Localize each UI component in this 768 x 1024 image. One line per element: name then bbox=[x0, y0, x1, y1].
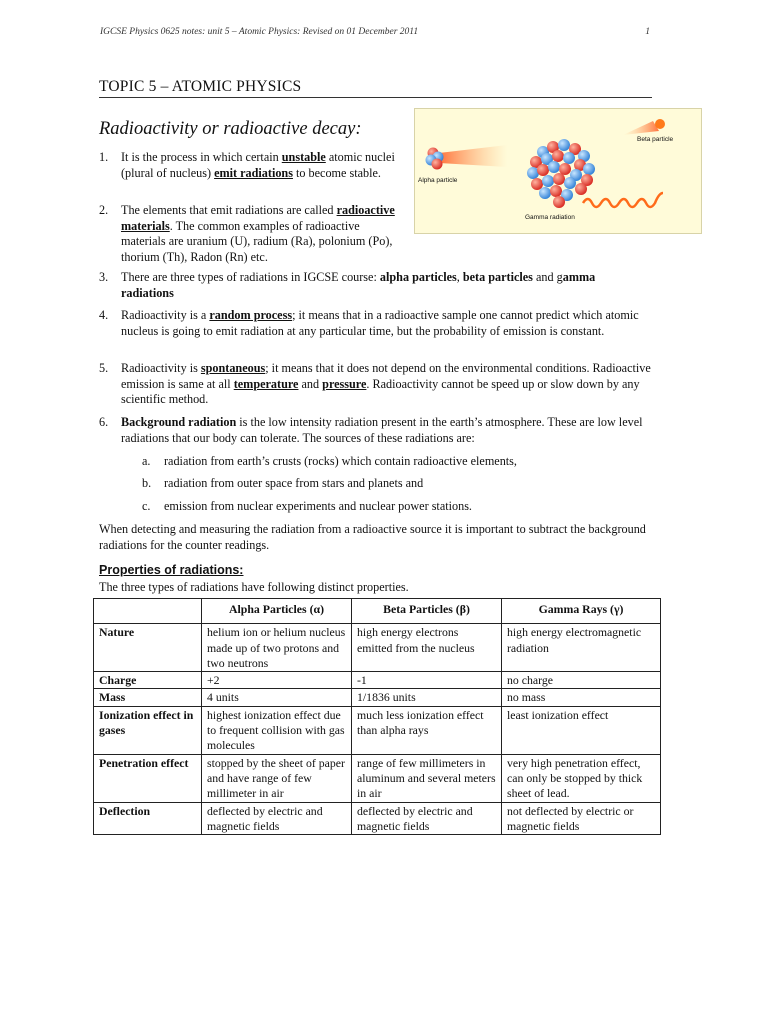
page-header bbox=[100, 27, 650, 37]
table-row bbox=[94, 706, 661, 754]
radioactive-decay-figure bbox=[414, 108, 702, 234]
figure-label-gamma: Gamma radiation bbox=[525, 214, 575, 221]
table-row bbox=[94, 689, 661, 706]
cell-gamma: very high penetration effect, can only be stopped by thick sheet of lead. bbox=[502, 754, 661, 802]
table-row bbox=[94, 672, 661, 689]
list-number: 4. bbox=[99, 308, 109, 322]
beta-trail bbox=[623, 121, 659, 135]
cell-gamma: no mass bbox=[502, 689, 661, 706]
row-label: Deflection bbox=[94, 802, 202, 835]
cell-alpha: stopped by the sheet of paper and have range of few millimeter in air bbox=[202, 754, 352, 802]
table-row bbox=[94, 624, 661, 672]
list-text: The elements that emit radiations are called radioactive materials. The common examples of radioactive materials are uranium (U), radium (Ra), polonium (Po), thorium (Th), Radon (Rn) etc. bbox=[121, 203, 395, 264]
gamma-wave bbox=[583, 193, 663, 207]
list-number: 1. bbox=[99, 150, 109, 164]
list-text: There are three types of radiations in IGCSE course: alpha particles, beta particles and gamma radiations bbox=[121, 270, 596, 300]
list-text: Radioactivity is a random process; it means that in a radioactive sample one cannot predict which atomic nucleus is going to emit radiation at any particular time, but the probability of emission is constant. bbox=[121, 308, 639, 338]
header-title: IGCSE Physics 0625 notes: unit 5 – Atomic Physics: Revised on 01 December 2011 bbox=[100, 27, 419, 37]
list-number: 6. bbox=[99, 415, 109, 429]
cell-gamma: high energy electromagnetic radiation bbox=[502, 624, 661, 672]
decay-illustration bbox=[415, 109, 701, 233]
title-divider bbox=[99, 97, 652, 98]
header-gamma: Gamma Rays (γ) bbox=[502, 599, 661, 624]
table-header-row bbox=[94, 599, 661, 624]
cell-gamma: no charge bbox=[502, 672, 661, 689]
section-subtitle: Radioactivity or radioactive decay: bbox=[99, 119, 362, 139]
properties-intro: The three types of radiations have following distinct properties. bbox=[99, 580, 409, 594]
cell-beta: high energy electrons emitted from the nucleus bbox=[352, 624, 502, 672]
cell-alpha: +2 bbox=[202, 672, 352, 689]
figure-label-beta: Beta particle bbox=[637, 136, 674, 143]
row-label: Mass bbox=[94, 689, 202, 706]
alpha-particle bbox=[426, 148, 444, 170]
table-row bbox=[94, 802, 661, 835]
cell-beta: -1 bbox=[352, 672, 502, 689]
row-label: Ionization effect in gases bbox=[94, 706, 202, 754]
header-empty bbox=[94, 599, 202, 624]
list-text: It is the process in which certain unstable atomic nuclei (plural of nucleus) emit radiations to become stable. bbox=[121, 150, 395, 180]
list-number: 5. bbox=[99, 361, 109, 375]
row-label: Penetration effect bbox=[94, 754, 202, 802]
beta-particle bbox=[655, 119, 665, 129]
alpha-trail bbox=[439, 145, 507, 167]
cell-beta: range of few millimeters in aluminum and several meters in air bbox=[352, 754, 502, 802]
cell-gamma: least ionization effect bbox=[502, 706, 661, 754]
cell-alpha: helium ion or helium nucleus made up of two protons and two neutrons bbox=[202, 624, 352, 672]
list-number: 2. bbox=[99, 203, 109, 217]
properties-heading: Properties of radiations: bbox=[99, 563, 244, 577]
cell-alpha: highest ionization effect due to frequent collision with gas molecules bbox=[202, 706, 352, 754]
cell-beta: 1/1836 units bbox=[352, 689, 502, 706]
cell-alpha: 4 units bbox=[202, 689, 352, 706]
nucleus bbox=[527, 139, 595, 208]
header-beta: Beta Particles (β) bbox=[352, 599, 502, 624]
row-label: Nature bbox=[94, 624, 202, 672]
list-text: Radioactivity is spontaneous; it means that it does not depend on the environmental conditions. Radioactive emission is same at all temperature and pressure. Radioactivity cannot be speed up or slow down by any scientific method. bbox=[121, 361, 651, 406]
table-row bbox=[94, 754, 661, 802]
cell-gamma: not deflected by electric or magnetic fields bbox=[502, 802, 661, 835]
list-number: 3. bbox=[99, 270, 109, 284]
list-text: Background radiation is the low intensity radiation present in the earth’s atmosphere. These are low level radiations that our body can tolerate. The sources of these radiations are: bbox=[121, 415, 643, 445]
cell-alpha: deflected by electric and magnetic fields bbox=[202, 802, 352, 835]
cell-beta: deflected by electric and magnetic fields bbox=[352, 802, 502, 835]
row-label: Charge bbox=[94, 672, 202, 689]
header-alpha: Alpha Particles (α) bbox=[202, 599, 352, 624]
background-subtraction-note: When detecting and measuring the radiation from a radioactive source it is important to subtract the background radiations for the counter readings. bbox=[99, 522, 646, 552]
properties-table bbox=[93, 598, 661, 835]
cell-beta: much less ionization effect than alpha rays bbox=[352, 706, 502, 754]
figure-label-alpha: Alpha particle bbox=[418, 177, 458, 184]
topic-title: TOPIC 5 – ATOMIC PHYSICS bbox=[99, 78, 302, 95]
page-number: 1 bbox=[645, 27, 650, 37]
